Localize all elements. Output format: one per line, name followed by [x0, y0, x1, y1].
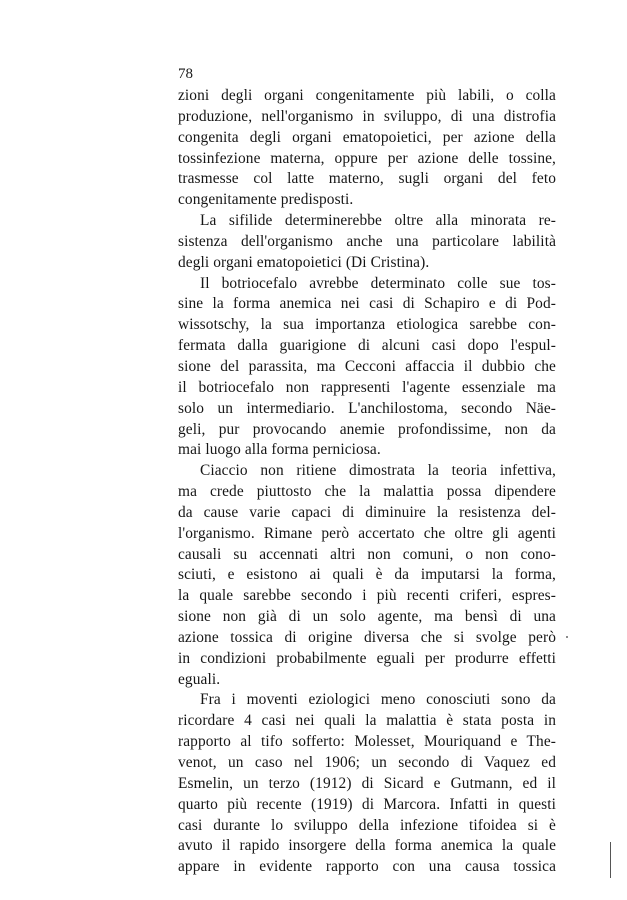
- text-line: la quale sarebbe secondo i più recenti criferi, espres-: [178, 587, 556, 605]
- text-line: causali su accennati altri non comuni, o non cono-: [178, 545, 556, 563]
- text-line: sione non già di un solo agente, ma bensì di una: [178, 608, 556, 626]
- text-line: solo un intermediario. L'anchilostoma, secondo Näe-: [178, 399, 556, 417]
- page-number: 78: [178, 66, 193, 82]
- text-line: venot, un caso nel 1906; un secondo di Vaquez ed: [178, 754, 556, 771]
- text-line: geli, pur provocando anemie profondissime, non da: [178, 420, 556, 438]
- body-text: [178, 86, 556, 878]
- text-line: produzione, nell'organismo in sviluppo, di una distrofia: [178, 107, 556, 125]
- text-line: mai luogo alla forma perniciosa.: [178, 441, 381, 459]
- text-line: ma crede piuttosto che la malattia possa dipendere: [178, 483, 556, 501]
- text-line: l'organismo. Rimane però accertato che oltre gli agenti: [178, 524, 556, 542]
- text-line: Fra i moventi eziologici meno conosciuti sono da: [200, 691, 556, 709]
- scan-margin-mark: [610, 842, 611, 878]
- text-line: ricordare 4 casi nei quali la malattia è stata posta in: [178, 712, 556, 730]
- text-line: quarto più recente (1919) di Marcora. Infatti in questi: [178, 795, 556, 813]
- text-line: La sifilide determinerebbe oltre alla minorata re-: [200, 212, 556, 230]
- text-line: da cause varie capaci di diminuire la resistenza del-: [178, 503, 556, 521]
- text-line: eguali.: [178, 670, 221, 688]
- text-line: in condizioni probabilmente eguali per produrre effetti: [178, 649, 556, 667]
- text-line: congenitamente predisposti.: [178, 191, 354, 209]
- text-line: tossinfezione materna, oppure per azione delle tossine,: [178, 149, 556, 167]
- text-line: sciuti, e esistono ai quali è da imputarsi la forma,: [178, 566, 556, 584]
- text-line: casi durante lo sviluppo della infezione tifoidea si è: [178, 816, 556, 834]
- text-line: degli organi ematopoietici (Di Cristina).: [178, 253, 430, 271]
- text-line: Esmelin, un terzo (1912) di Sicard e Gutmann, ed il: [178, 774, 556, 792]
- scan-speck: [566, 636, 568, 638]
- text-line: sine la forma anemica nei casi di Schapiro e di Pod-: [178, 295, 556, 313]
- text-line: appare in evidente rapporto con una causa tossica: [178, 858, 556, 876]
- text-line: congenita degli organi ematopoietici, per azione della: [178, 128, 556, 146]
- text-line: wissotschy, la sua importanza etiologica sarebbe con-: [178, 316, 556, 334]
- text-line: fermata dalla guarigione di alcuni casi dopo l'espul-: [178, 337, 556, 355]
- text-line: trasmesse col latte materno, sugli organi del feto: [178, 170, 556, 188]
- text-line: zioni degli organi congenitamente più labili, o colla: [178, 87, 556, 104]
- text-line: il botriocefalo non rappresenti l'agente essenziale ma: [178, 378, 556, 396]
- text-line: Ciaccio non ritiene dimostrata la teoria infettiva,: [200, 462, 556, 480]
- text-line: azione tossica di origine diversa che si svolge però: [178, 628, 556, 646]
- text-line: Il botriocefalo avrebbe determinato colle sue tos-: [200, 274, 556, 292]
- text-line: sione del parassita, ma Cecconi affaccia il dubbio che: [178, 357, 556, 375]
- text-line: sistenza dell'organismo anche una particolare labilità: [178, 232, 556, 250]
- text-line: avuto il rapido insorgere della forma anemica la quale: [178, 837, 556, 855]
- text-line: rapporto al tifo sofferto: Molesset, Mouriquand e The-: [178, 733, 556, 751]
